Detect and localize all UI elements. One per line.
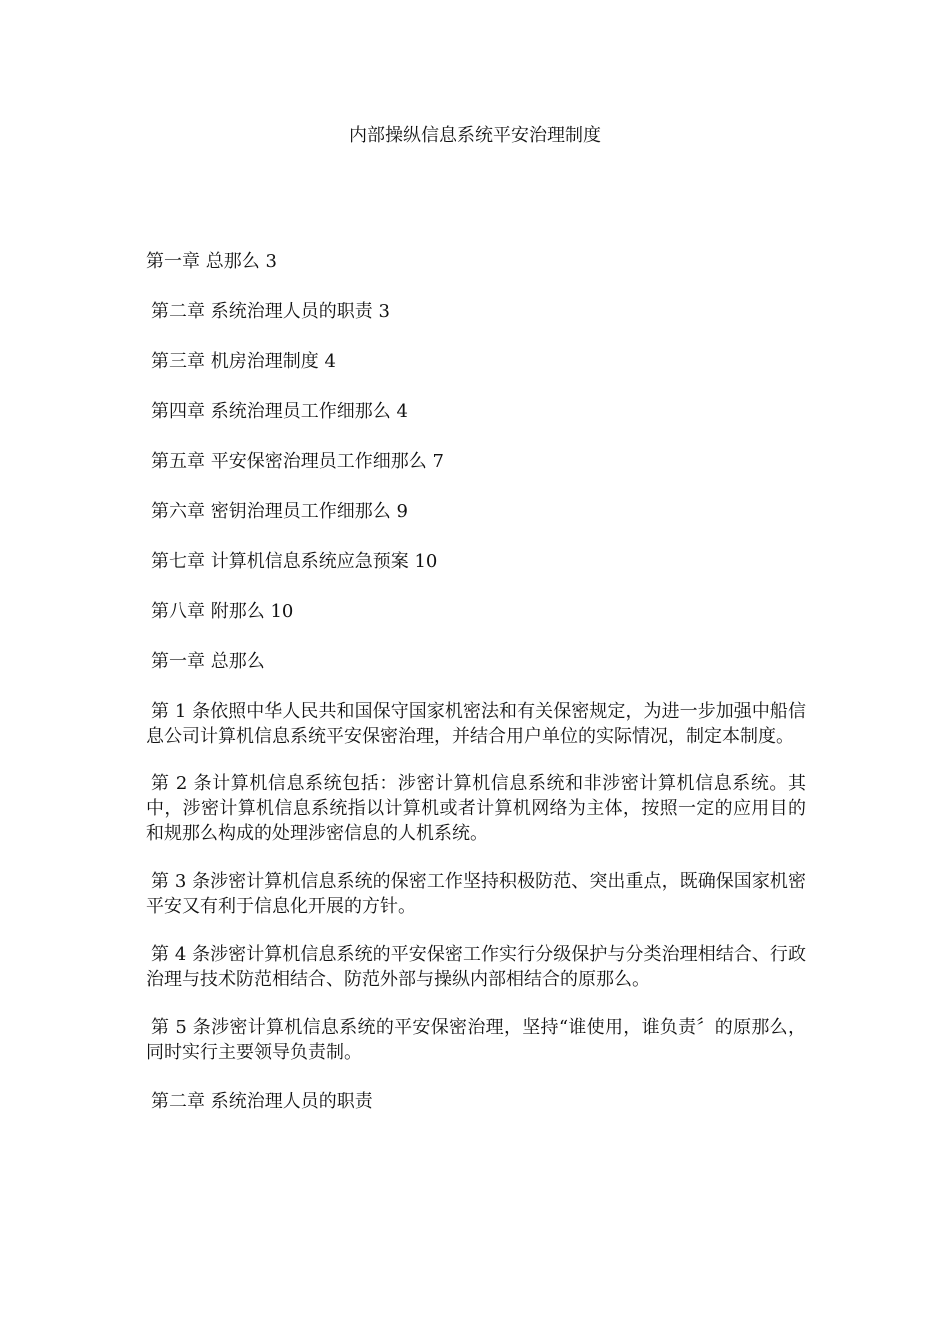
toc-item-chapter-2: 第二章 系统治理人员的职责 3 <box>151 301 390 322</box>
article-2: 第 2 条计算机信息系统包括：涉密计算机信息系统和非涉密计算机信息系统。其中，涉密计算机信息系统指以计算机或者计算机网络为主体，按照一定的应用目的和规那么构成的处理涉密信息的人机系统。 <box>146 773 806 844</box>
article-5: 第 5 条涉密计算机信息系统的平安保密治理，坚持“谁使用，谁负责〞的原那么，同时实行主要领导负责制。 <box>146 1017 806 1063</box>
toc-item-chapter-1: 第一章 总那么 3 <box>146 251 277 272</box>
document-title: 内部操纵信息系统平安治理制度 <box>349 125 601 146</box>
article-3: 第 3 条涉密计算机信息系统的保密工作坚持积极防范、突出重点，既确保国家机密平安又有利于信息化开展的方针。 <box>146 871 806 917</box>
toc-item-chapter-7: 第七章 计算机信息系统应急预案 10 <box>151 551 438 572</box>
article-1: 第 1 条依照中华人民共和国保守国家机密法和有关保密规定，为进一步加强中船信息公司计算机信息系统平安保密治理，并结合用户单位的实际情况，制定本制度。 <box>146 701 806 747</box>
chapter-2-heading: 第二章 系统治理人员的职责 <box>151 1091 373 1112</box>
toc-item-chapter-3: 第三章 机房治理制度 4 <box>151 351 336 372</box>
toc-item-chapter-5: 第五章 平安保密治理员工作细那么 7 <box>151 451 444 472</box>
table-of-contents <box>146 249 816 649</box>
toc-item-chapter-6: 第六章 密钥治理员工作细那么 9 <box>151 501 408 522</box>
chapter-1-heading: 第一章 总那么 <box>151 651 265 672</box>
article-4: 第 4 条涉密计算机信息系统的平安保密工作实行分级保护与分类治理相结合、行政治理与技术防范相结合、防范外部与操纵内部相结合的原那么。 <box>146 944 806 990</box>
document-body <box>146 649 806 1139</box>
toc-item-chapter-4: 第四章 系统治理员工作细那么 4 <box>151 401 408 422</box>
toc-item-chapter-8: 第八章 附那么 10 <box>151 601 294 622</box>
